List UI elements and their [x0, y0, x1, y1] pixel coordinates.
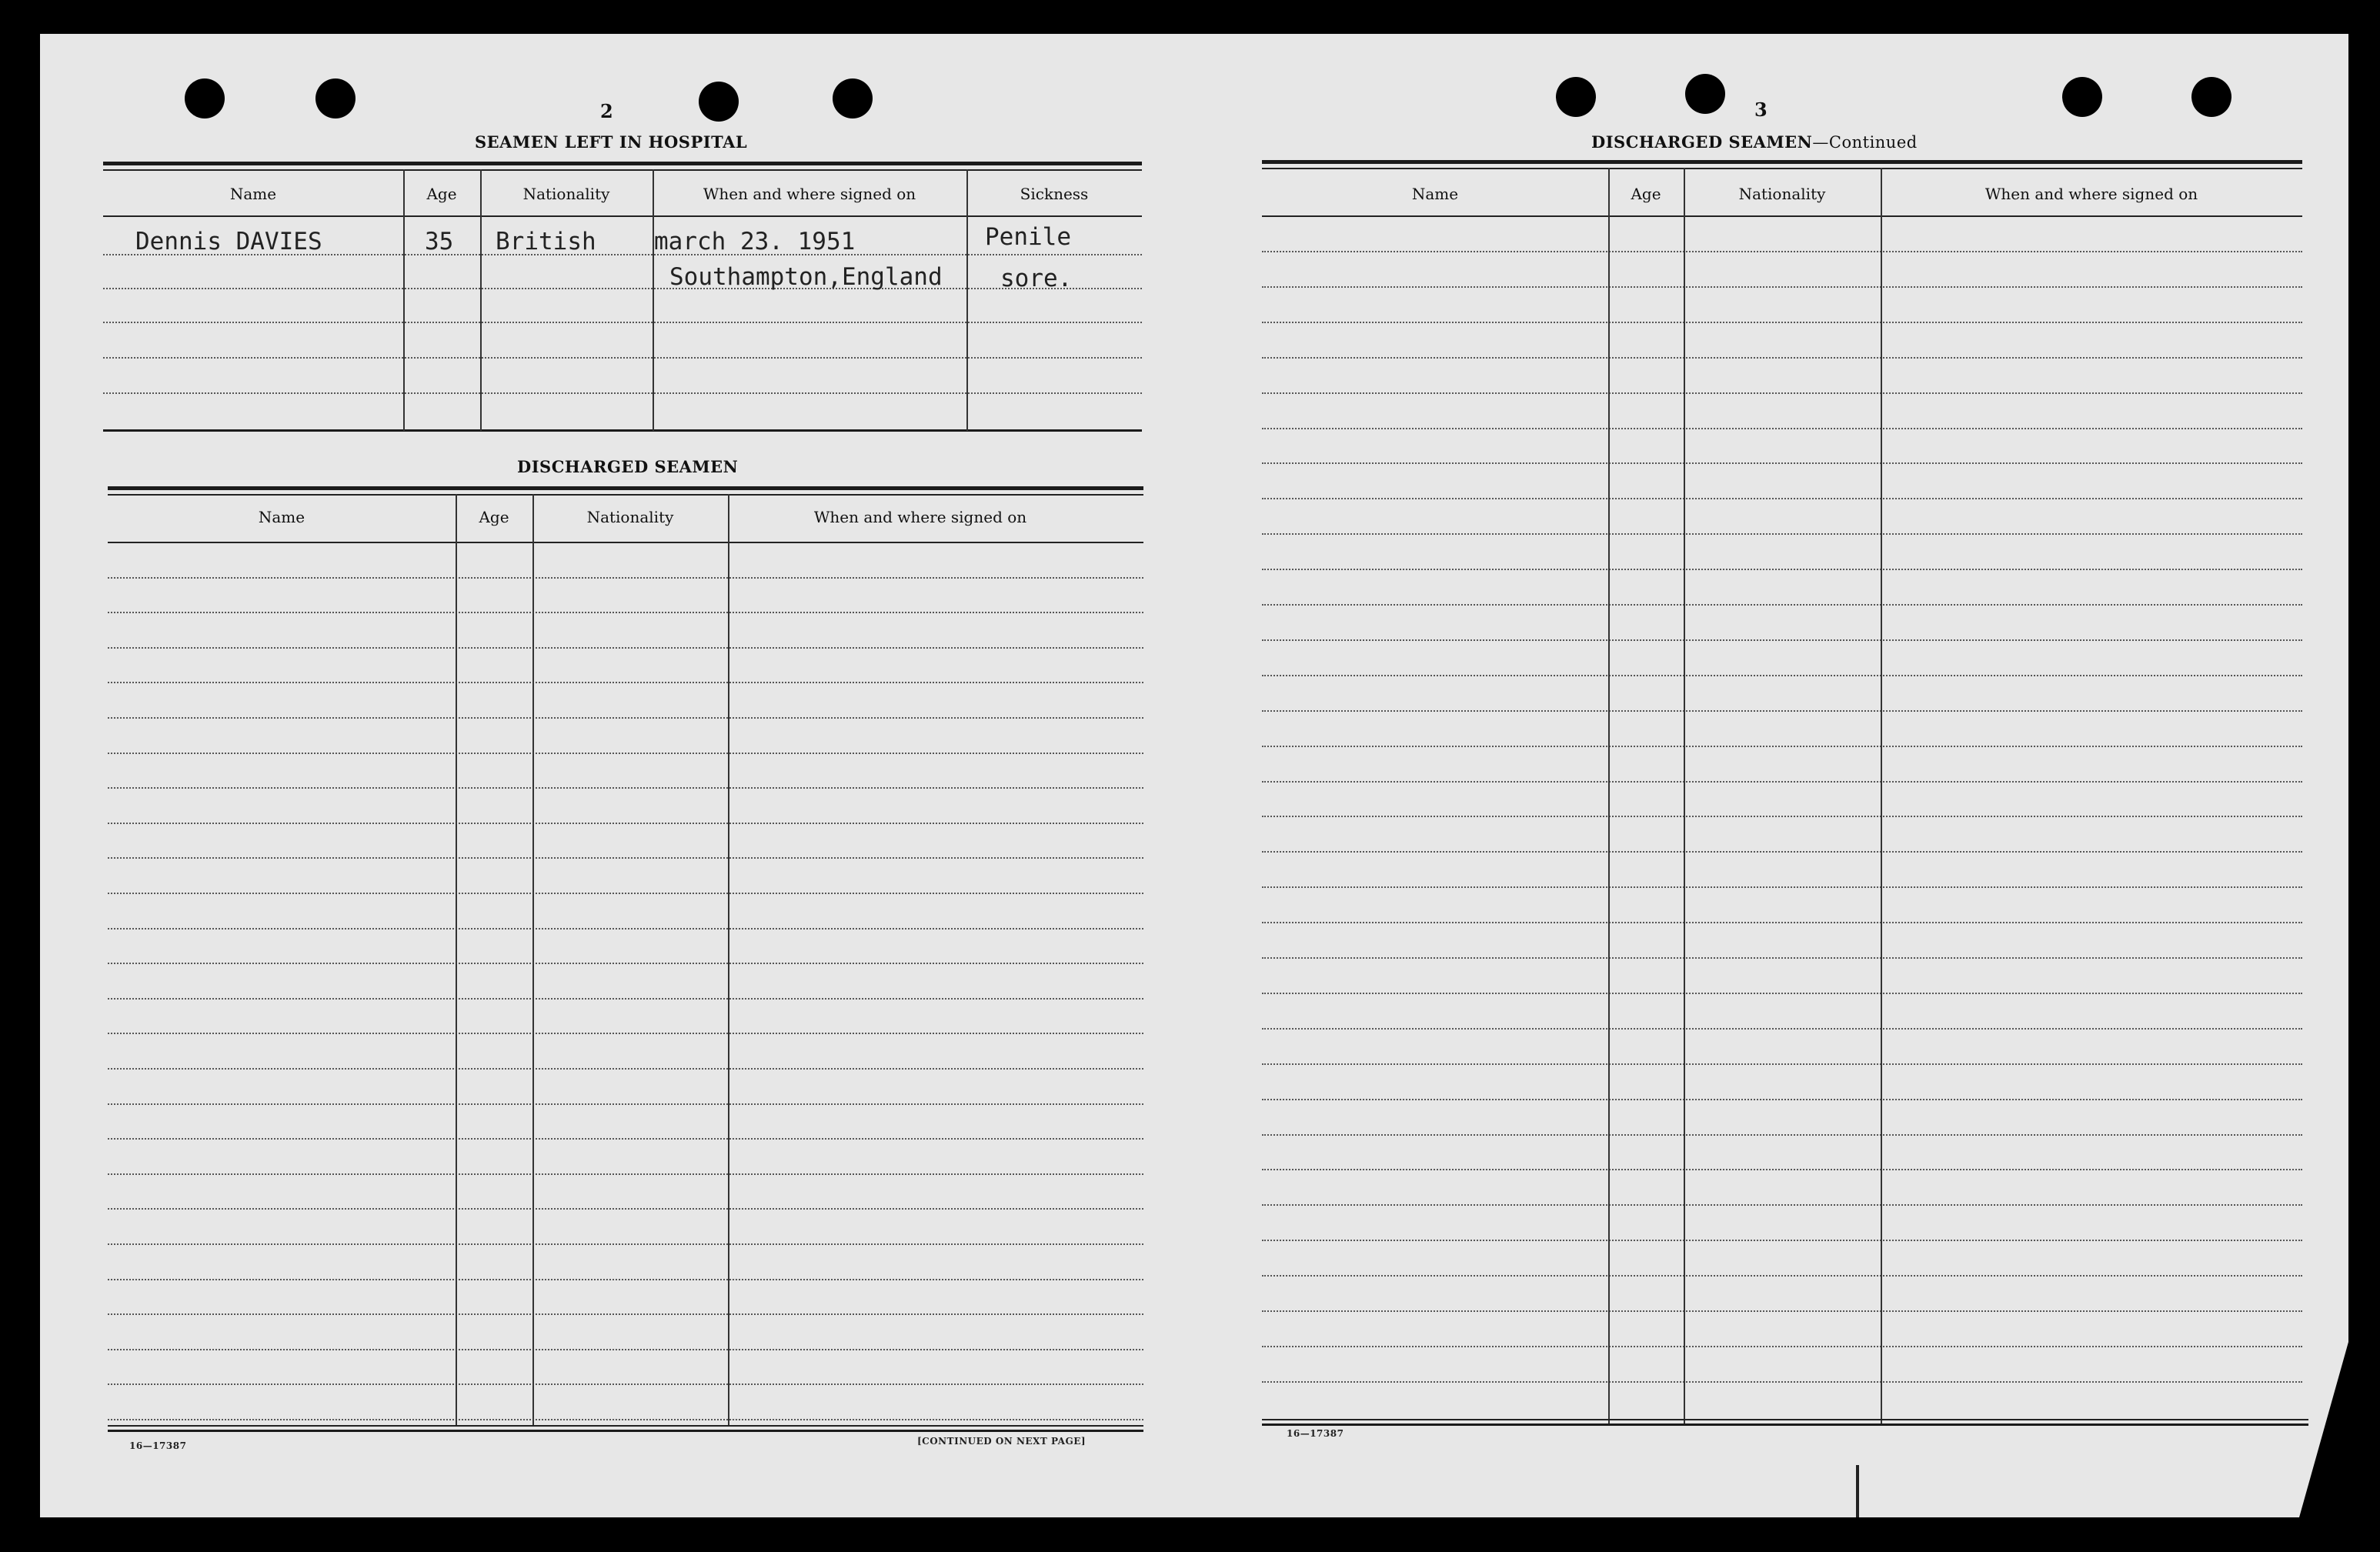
rule: [103, 429, 1142, 432]
punch-hole: [315, 78, 355, 118]
continued-note: [CONTINUED ON NEXT PAGE]: [917, 1436, 1087, 1447]
row-line: [108, 857, 1143, 859]
row-line: [1262, 675, 2302, 676]
row-line: [108, 542, 1143, 543]
punch-hole: [833, 78, 873, 118]
punch-hole: [1685, 74, 1725, 114]
rule: [1262, 160, 2302, 164]
column-divider: [403, 169, 405, 431]
rule: [103, 169, 1142, 171]
entry-signed-on-date: march 23. 1951: [654, 228, 856, 255]
row-line: [1262, 462, 2302, 464]
form-number-right: 16—17387: [1287, 1428, 1344, 1439]
row-line: [108, 963, 1143, 964]
column-divider: [653, 169, 654, 431]
row-line: [108, 612, 1143, 613]
rule: [1262, 1424, 2308, 1426]
column-divider: [1684, 168, 1685, 1424]
row-line: [1262, 1310, 2302, 1312]
row-line: [1262, 533, 2302, 535]
row-line: [1262, 569, 2302, 570]
row-line: [108, 893, 1143, 894]
row-line: [1262, 746, 2302, 747]
rule: [1262, 215, 2302, 217]
row-line: [103, 288, 1142, 289]
column-header-signed-on: When and where signed on: [813, 508, 1027, 526]
discharged-continued-title: [1591, 132, 1918, 152]
row-line: [108, 1419, 1143, 1420]
row-line: [1262, 322, 2302, 323]
column-header-name: Name: [229, 185, 277, 203]
rule: [108, 1425, 1143, 1427]
rule: [1262, 168, 2302, 169]
row-line: [1262, 1028, 2302, 1030]
hospital-section-title: SEAMEN LEFT IN HOSPITAL: [475, 132, 748, 152]
rule: [1262, 1419, 2308, 1420]
entry-sickness-cont: sore.: [1000, 265, 1073, 292]
page-number-right: 3: [1754, 98, 1767, 121]
column-divider: [966, 169, 968, 431]
row-line: [108, 1243, 1143, 1245]
rule: [108, 1430, 1143, 1432]
row-line: [108, 1383, 1143, 1385]
row-line: [103, 322, 1142, 323]
page-number-left: 2: [600, 100, 613, 122]
column-header-signed-on: When and where signed on: [703, 185, 916, 203]
punch-hole: [2062, 77, 2102, 117]
row-line: [1262, 286, 2302, 288]
punch-hole: [2191, 77, 2231, 117]
column-header-age: Age: [1631, 185, 1661, 203]
row-line: [108, 1103, 1143, 1105]
row-line: [108, 928, 1143, 930]
entry-age: 35: [425, 228, 454, 255]
rule: [108, 486, 1143, 490]
column-divider: [456, 494, 457, 1427]
row-line: [1262, 1381, 2302, 1383]
row-line: [1262, 710, 2302, 712]
rule: [103, 215, 1142, 217]
rule: [103, 162, 1142, 165]
column-header-name: Name: [258, 508, 305, 526]
row-line: [108, 787, 1143, 789]
paper-corner: [2299, 1342, 2348, 1517]
row-line: [1262, 428, 2302, 429]
entry-signed-on-place: Southampton,England: [669, 263, 943, 291]
row-line: [108, 1349, 1143, 1350]
row-line: [1262, 639, 2302, 641]
row-line: [1262, 604, 2302, 606]
row-line: [1262, 886, 2302, 888]
column-divider: [532, 494, 534, 1427]
rule: [108, 494, 1143, 496]
row-line: [1262, 1063, 2302, 1065]
column-header-age: Age: [426, 185, 457, 203]
discharged-section-title: DISCHARGED SEAMEN: [517, 457, 739, 476]
row-line: [1262, 1134, 2302, 1136]
row-line: [1262, 498, 2302, 499]
row-line: [103, 392, 1142, 394]
row-line: [108, 1313, 1143, 1315]
paper-tear: [1856, 1465, 1859, 1517]
row-line: [1262, 851, 2302, 853]
punch-hole: [699, 82, 739, 122]
row-line: [1262, 251, 2302, 252]
entry-name: Dennis DAVIES: [135, 228, 322, 255]
row-line: [1262, 1099, 2302, 1100]
title-suffix: —Continued: [1812, 133, 1918, 152]
row-line: [1262, 922, 2302, 923]
row-line: [1262, 1275, 2302, 1277]
row-line: [1262, 1240, 2302, 1241]
row-line: [108, 753, 1143, 754]
row-line: [1262, 993, 2302, 994]
punch-hole: [185, 78, 225, 118]
entry-nationality: British: [496, 228, 596, 255]
row-line: [1262, 357, 2302, 359]
document-page: [40, 34, 2348, 1517]
entry-sickness: Penile: [985, 223, 1071, 251]
row-line: [1262, 957, 2302, 959]
row-line: [108, 717, 1143, 719]
column-header-nationality: Nationality: [1738, 185, 1826, 203]
row-line: [108, 1208, 1143, 1210]
column-header-signed-on: When and where signed on: [1984, 185, 2198, 203]
row-line: [108, 1033, 1143, 1034]
row-line: [108, 682, 1143, 683]
column-divider: [480, 169, 482, 431]
row-line: [1262, 781, 2302, 783]
row-line: [108, 647, 1143, 649]
row-line: [103, 357, 1142, 359]
row-line: [108, 1279, 1143, 1280]
column-header-nationality: Nationality: [586, 508, 674, 526]
column-divider: [1608, 168, 1610, 1424]
column-header-age: Age: [479, 508, 509, 526]
row-line: [108, 1068, 1143, 1070]
row-line: [108, 1138, 1143, 1140]
row-line: [1262, 1169, 2302, 1170]
row-line: [108, 577, 1143, 579]
row-line: [1262, 1204, 2302, 1206]
title-main: DISCHARGED SEAMEN: [1591, 132, 1813, 152]
row-line: [108, 1173, 1143, 1175]
column-divider: [1881, 168, 1882, 1424]
column-header-sickness: Sickness: [1020, 185, 1089, 203]
form-number-left: 16—17387: [129, 1440, 187, 1451]
column-header-nationality: Nationality: [522, 185, 610, 203]
row-line: [1262, 1346, 2302, 1347]
row-line: [108, 998, 1143, 1000]
column-divider: [728, 494, 729, 1427]
column-header-name: Name: [1411, 185, 1459, 203]
punch-hole: [1556, 77, 1596, 117]
row-line: [1262, 392, 2302, 394]
row-line: [108, 823, 1143, 824]
row-line: [1262, 816, 2302, 817]
